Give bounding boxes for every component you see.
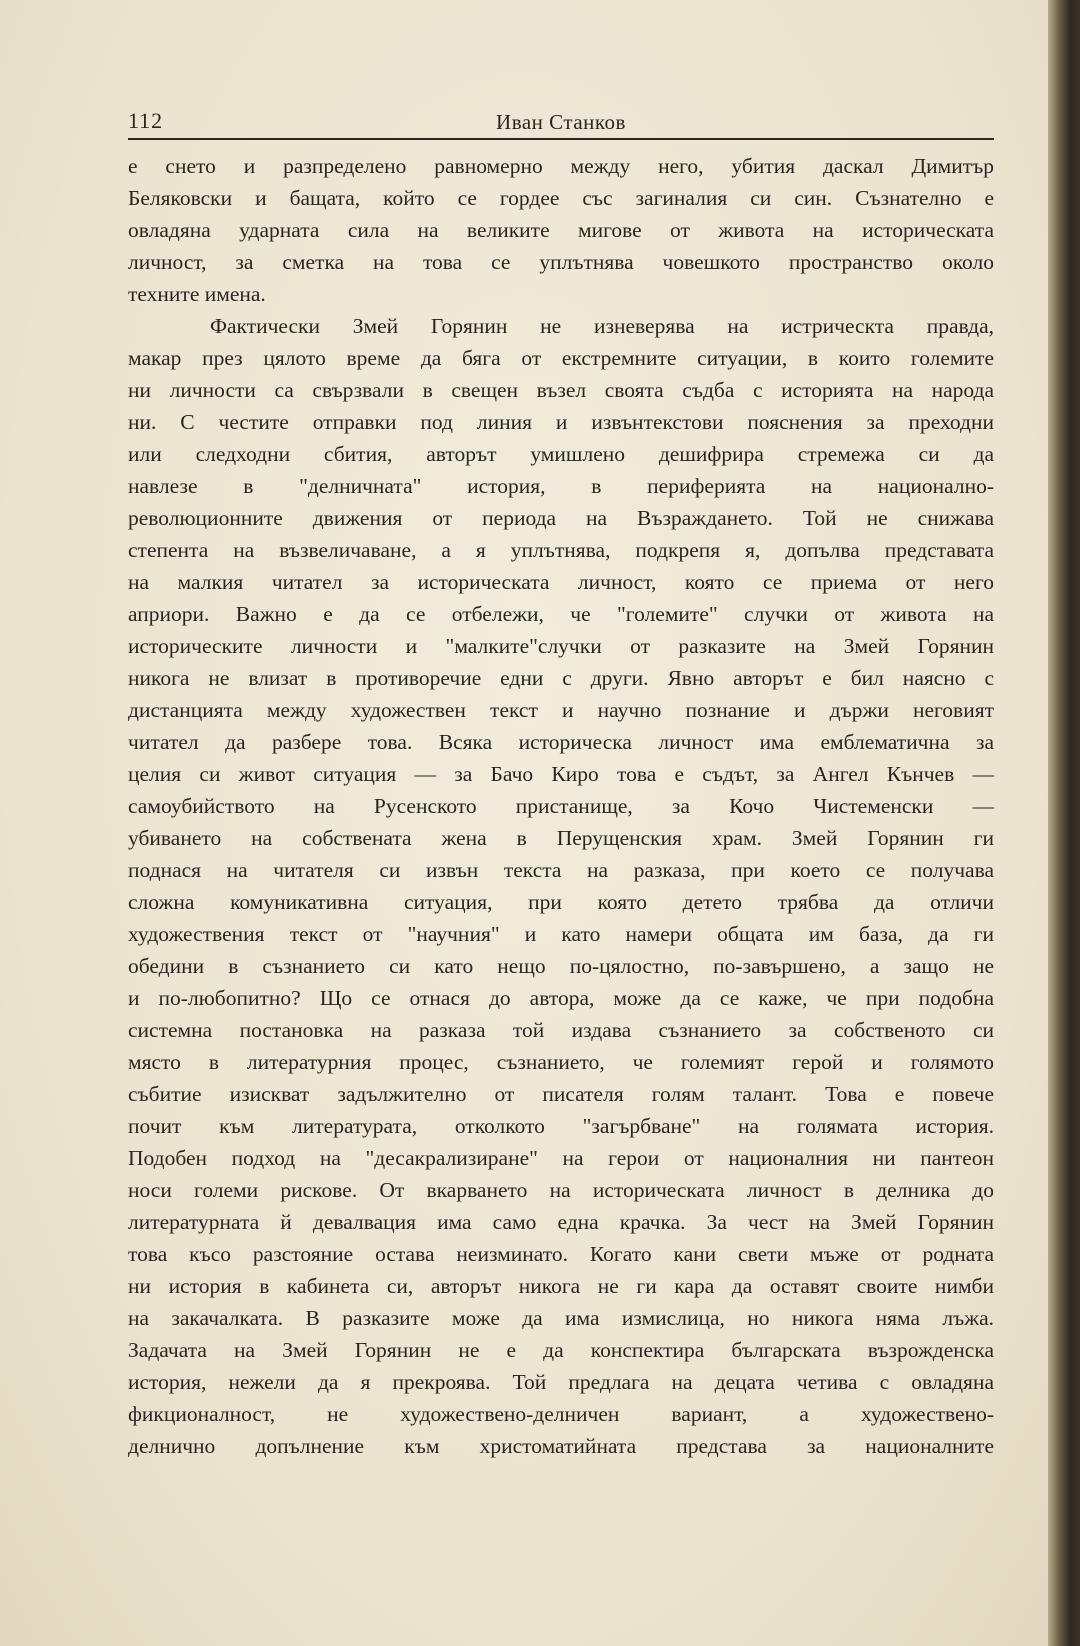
text-line: събитие изискват задължително от писателя голям талант. Това е повече xyxy=(128,1082,994,1106)
text-line: Фактически Змей Горянин не изневерява на истрическта правда, xyxy=(210,314,994,338)
text-line: история, нежели да я прекроява. Той предлага на децата четива с овладяна xyxy=(128,1370,994,1394)
text-line: самоубийството на Русенското пристанище, за Кочо Чистеменски — xyxy=(128,794,994,818)
text-line: целия си живот ситуация — за Бачо Киро това е съдът, за Ангел Кънчев — xyxy=(128,762,994,786)
text-line: ни история в кабинета си, авторът никога не ги кара да оставят своите нимби xyxy=(128,1274,994,1298)
page-number: 112 xyxy=(128,108,164,133)
text-line: и по-любопитно? Що се отнася до автора, може да се каже, че при подобна xyxy=(128,986,994,1010)
text-line: ни. С честите отправки под линия и извънтекстови пояснения за преходни xyxy=(128,410,994,434)
text-line: читател да разбере това. Всяка историческа личност има емблематична за xyxy=(128,730,994,754)
body-text xyxy=(128,150,994,1462)
text-line: е снето и разпределено равномерно между него, убития даскал Димитър xyxy=(128,154,994,178)
text-line: фикционалност, не художествено-делничен вариант, а художествено- xyxy=(128,1402,994,1426)
text-line: личност, за сметка на това се уплътнява човешкото пространство около xyxy=(128,250,994,274)
text-line: или следходни сбития, авторът умишлено дешифрира стремежа си да xyxy=(128,442,994,466)
text-line: делнично допълнение към христоматийната представа за националните xyxy=(128,1434,994,1458)
text-line: носи големи рискове. От вкарването на историческата личност в делника до xyxy=(128,1178,994,1202)
text-line: макар през цялото време да бяга от екстремните ситуации, в които големите xyxy=(128,346,994,370)
text-line: това късо разстояние остава неизминато. Когато кани свети мъже от родната xyxy=(128,1242,994,1266)
text-line: литературната й девалвация има само една крачка. За чест на Змей Горянин xyxy=(128,1210,994,1234)
text-line: почит към литературата, отколкото "загърбване" на голямата история. xyxy=(128,1114,994,1138)
text-line: историческите личности и "малките"случки от разказите на Змей Горянин xyxy=(128,634,994,658)
running-head: Иван Станков xyxy=(496,110,626,134)
header-rule xyxy=(128,138,994,140)
text-line: никога не влизат в противоречие едни с други. Явно авторът е бил наясно с xyxy=(128,666,994,690)
text-line: Подобен подход на "десакрализиране" на герои от националния ни пантеон xyxy=(128,1146,994,1170)
text-line: Беляковски и бащата, който се гордее със загиналия си син. Съзнателно е xyxy=(128,186,994,210)
text-line: място в литературния процес, съзнанието, че големият герой и голямото xyxy=(128,1050,994,1074)
book-spine-edge xyxy=(1048,0,1080,1646)
text-line: революционните движения от периода на Възраждането. Той не снижава xyxy=(128,506,994,530)
text-line: на малкия читател за историческата личност, която се приема от него xyxy=(128,570,994,594)
page-header xyxy=(128,104,994,140)
text-line: техните имена. xyxy=(128,282,266,306)
text-line: априори. Важно е да се отбележи, че "големите" случки от живота на xyxy=(128,602,994,626)
text-line: ни личности са свързвали в свещен възел своята съдба с историята на народа xyxy=(128,378,994,402)
text-line: художествения текст от "научния" и като намери общата им база, да ги xyxy=(128,922,994,946)
text-line: убиването на собствената жена в Перущенския храм. Змей Горянин ги xyxy=(128,826,994,850)
text-line: дистанцията между художествен текст и научно познание и държи неговият xyxy=(128,698,994,722)
text-line: на закачалката. В разказите може да има измислица, но никога няма лъжа. xyxy=(128,1306,994,1330)
text-line: степента на възвеличаване, а я уплътнява, подкрепя я, допълва представата xyxy=(128,538,994,562)
text-line: Задачата на Змей Горянин не е да конспектира българската възрожденска xyxy=(128,1338,994,1362)
text-line: системна постановка на разказа той издава съзнанието за собственото си xyxy=(128,1018,994,1042)
text-line: овладяна ударната сила на великите мигове от живота на историческата xyxy=(128,218,994,242)
text-line: сложна комуникативна ситуация, при която детето трябва да отличи xyxy=(128,890,994,914)
text-line: поднася на читателя си извън текста на разказа, при което се получава xyxy=(128,858,994,882)
text-line: обедини в съзнанието си като нещо по-цялостно, по-завършено, а защо не xyxy=(128,954,994,978)
text-line: навлезе в "делничната" история, в периферията на национално- xyxy=(128,474,994,498)
